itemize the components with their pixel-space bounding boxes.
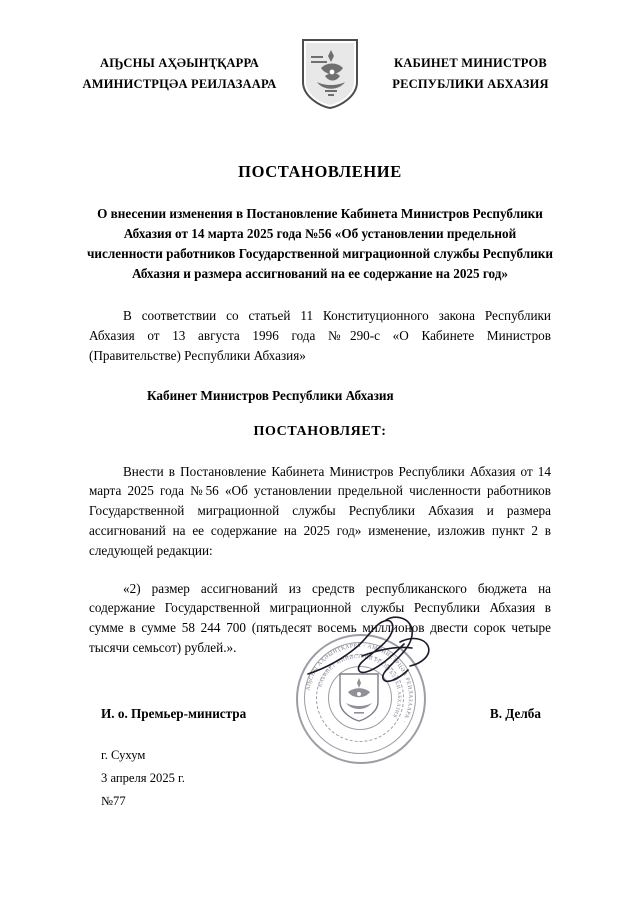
document-subtitle: О внесении изменения в Постановление Кабинета Министров Республики Абхазия от 14 марта 2025 года №56 «Об установлении предельной численности работников Государственной миграционной службы Республики Абхазия и размера ассигнований на ее содержание на 2025 год»	[86, 206, 553, 282]
header-right-line-1: КАБИНЕТ МИНИСТРОВ	[394, 55, 547, 70]
signatory-name: В. Делба	[489, 705, 541, 721]
coat-of-arms-icon	[301, 38, 359, 110]
header-left-line-1: АҦСНЫ АҲӘЫНҬҚАРРА	[100, 55, 259, 70]
meta-date: 3 апреля 2025 г.	[101, 771, 185, 786]
header-left-abkhaz	[72, 53, 287, 96]
seal-outer-text: АҦСНЫ АҲӘЫНҬҚАРРА · АМИНИСТРЦӘА РЕИЛАЗААРА ·	[305, 642, 414, 724]
document-meta	[89, 744, 551, 814]
seal-inner-text: КАБИНЕТ МИНИСТРОВ РЕСПУБЛИКИ АБХАЗИЯ	[317, 653, 403, 719]
document-title: ПОСТАНОВЛЕНИЕ	[238, 162, 402, 181]
header-right-line-2: РЕСПУБЛИКИ АБХАЗИЯ	[392, 77, 549, 91]
seal-ring-2	[304, 642, 416, 754]
issuing-authority: Кабинет Министров Республики Абхазия	[147, 387, 394, 403]
paragraph-amendment: Внести в Постановление Кабинета Министров Республики Абхазия от 14 марта 2025 года №56 «Об установлении предельной численности работников Государственной миграционной службы Республики Абхазия и размера ассигнований на ее содержание на 2025 год» изменение, изложив пункт 2 в следующей редакции:	[89, 463, 551, 558]
header-left-line-2: АМИНИСТРЦӘА РЕИЛАЗААРА	[82, 77, 277, 91]
paragraph-preamble: В соответствии со статьей 11 Конституционного закона Республики Абхазия от 13 августа 1996 года №290-с «О Кабинете Министров (Правительстве) Республики Абхазия»	[89, 308, 551, 363]
decree-verb: ПОСТАНОВЛЯЕТ:	[253, 423, 387, 439]
paragraph-quoted-clause: «2) размер ассигнований из средств республиканского бюджета на содержание Государственной миграционной службы Республики Абхазия в сумме в сумме 58 244 700 (пятьдесят восемь миллионов двести сорок четыре тысячи семьсот) рублей.».	[89, 580, 551, 656]
document-header	[0, 0, 640, 110]
signature-row	[89, 706, 551, 722]
signatory-position: И. о. Премьер-министра	[101, 705, 247, 721]
meta-number: №77	[101, 794, 126, 809]
seal-ring-3	[316, 654, 404, 742]
header-right-russian	[373, 53, 568, 96]
meta-city: г. Сухум	[101, 747, 146, 762]
